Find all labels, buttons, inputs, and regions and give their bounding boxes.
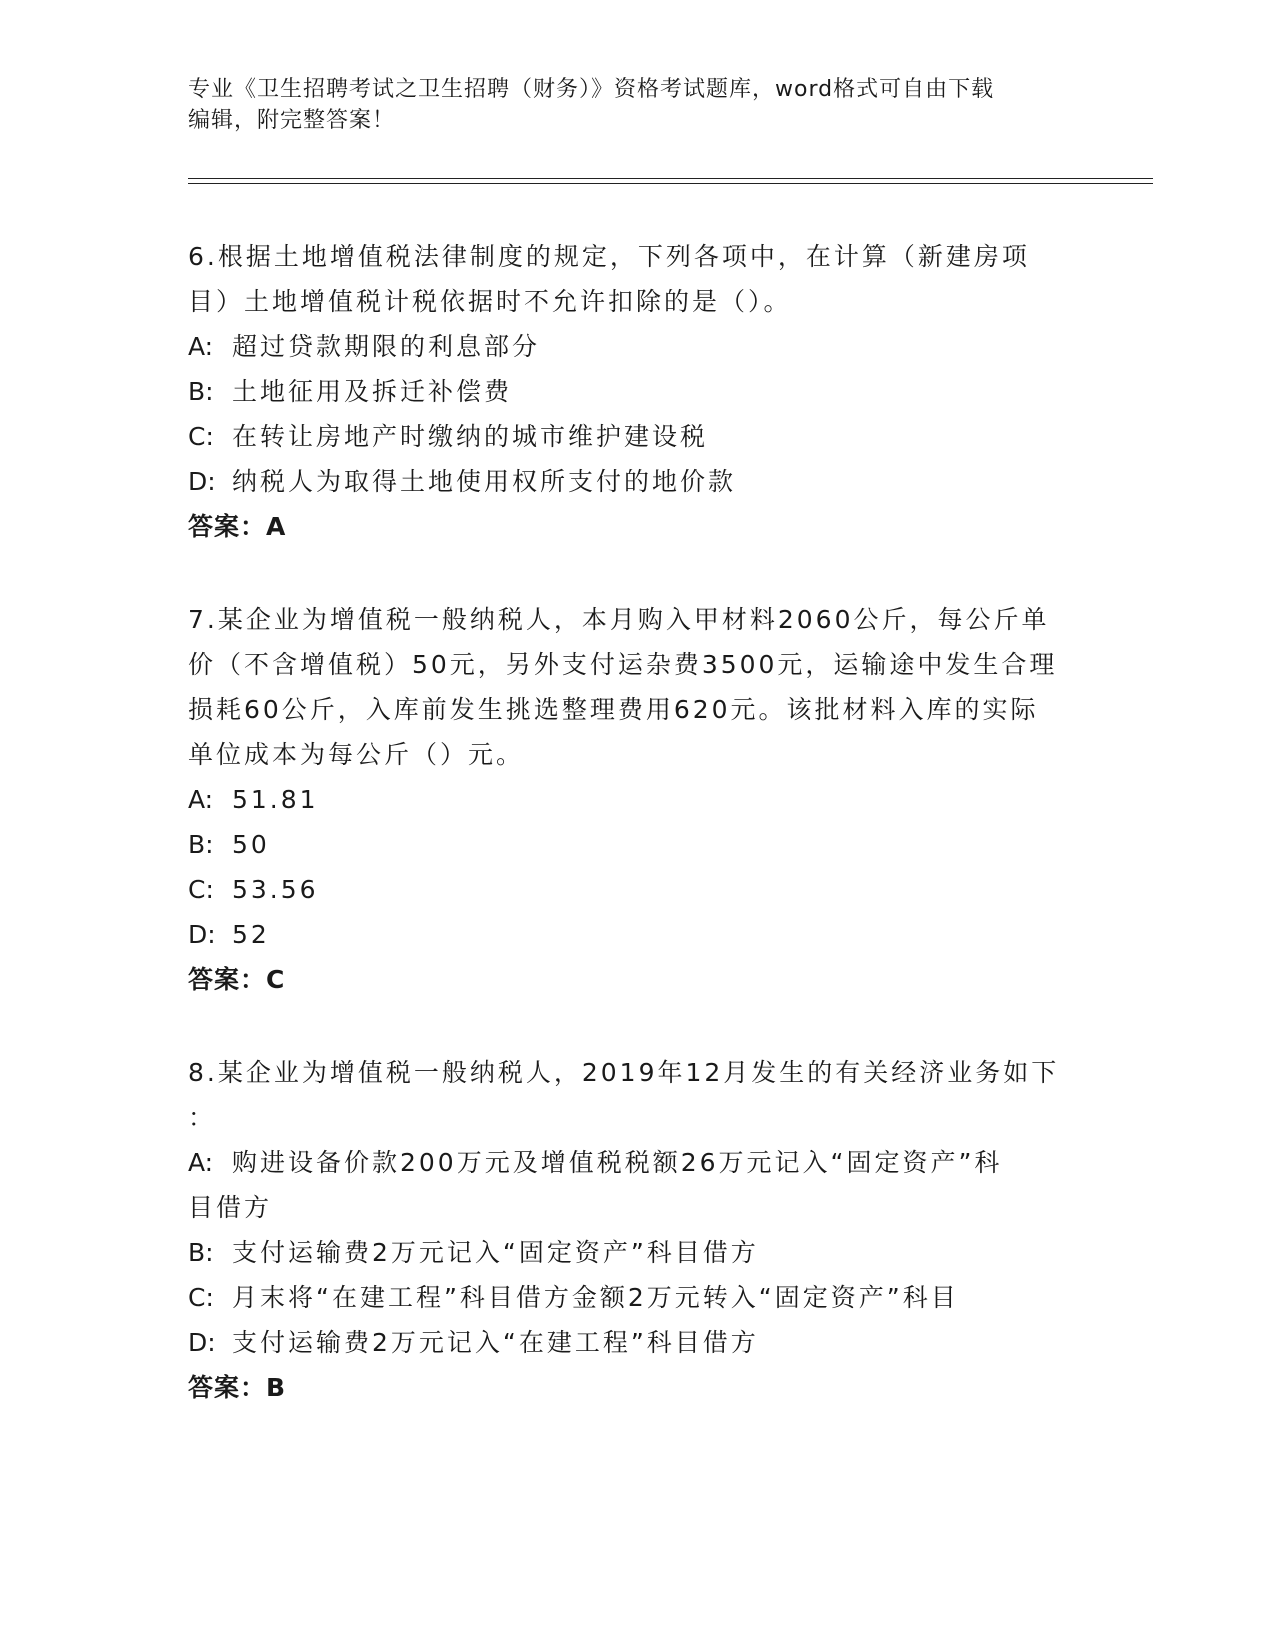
answer-line: 答案：C bbox=[188, 965, 286, 994]
option-a-continued bbox=[188, 1185, 1088, 1230]
option-text: 在转让房地产时缴纳的城市维护建设税 bbox=[232, 422, 709, 451]
option-c bbox=[188, 1275, 1088, 1320]
option-b bbox=[188, 822, 1088, 867]
option-text: 支付运输费2万元记入“固定资产”科目借方 bbox=[232, 1238, 759, 1267]
question-stem-line: 损耗60公斤，入库前发生挑选整理费用620元。该批材料入库的实际 bbox=[188, 695, 1039, 724]
option-text: 52 bbox=[232, 920, 270, 949]
document-header bbox=[188, 74, 1088, 136]
option-a bbox=[188, 324, 1088, 369]
option-text: 50 bbox=[232, 830, 270, 859]
option-b bbox=[188, 1230, 1088, 1275]
question-7 bbox=[188, 597, 1088, 1003]
header-divider bbox=[188, 178, 1153, 184]
option-label: C: bbox=[188, 875, 214, 904]
answer-line: 答案：A bbox=[188, 512, 287, 541]
question-stem-line: 单位成本为每公斤（）元。 bbox=[188, 740, 525, 769]
option-a bbox=[188, 1140, 1088, 1185]
question-6 bbox=[188, 234, 1088, 550]
question-stem-line: 8.某企业为增值税一般纳税人，2019年12月发生的有关经济业务如下 bbox=[188, 1058, 1060, 1087]
option-text: 支付运输费2万元记入“在建工程”科目借方 bbox=[232, 1328, 759, 1357]
option-label: D: bbox=[188, 920, 216, 949]
option-c bbox=[188, 867, 1088, 912]
option-text: 53.56 bbox=[232, 875, 319, 904]
option-text: 超过贷款期限的利息部分 bbox=[232, 332, 541, 361]
question-stem-line: 价（不含增值税）50元，另外支付运杂费3500元，运输途中发生合理 bbox=[188, 650, 1058, 679]
option-label: D: bbox=[188, 1328, 216, 1357]
answer-line: 答案：B bbox=[188, 1373, 287, 1402]
option-label: B: bbox=[188, 377, 214, 406]
option-label: C: bbox=[188, 1283, 214, 1312]
option-text: 购进设备价款200万元及增值税税额26万元记入“固定资产”科 bbox=[232, 1148, 1003, 1177]
question-stem-line: 7.某企业为增值税一般纳税人，本月购入甲材料2060公斤，每公斤单 bbox=[188, 605, 1050, 634]
option-d bbox=[188, 912, 1088, 957]
question-8 bbox=[188, 1050, 1088, 1411]
option-text: 纳税人为取得土地使用权所支付的地价款 bbox=[232, 467, 737, 496]
option-d bbox=[188, 1320, 1088, 1365]
option-label: A: bbox=[188, 332, 214, 361]
option-b bbox=[188, 369, 1088, 414]
header-line-2: 编辑，附完整答案！ bbox=[188, 108, 396, 133]
option-text: 51.81 bbox=[232, 785, 319, 814]
option-label: D: bbox=[188, 467, 216, 496]
question-stem-line: 目）土地增值税计税依据时不允许扣除的是（）。 bbox=[188, 287, 792, 316]
question-list bbox=[188, 234, 1088, 1458]
option-a bbox=[188, 777, 1088, 822]
question-stem-line: 6.根据土地增值税法律制度的规定，下列各项中，在计算（新建房项 bbox=[188, 242, 1030, 271]
option-label: A: bbox=[188, 1148, 214, 1177]
option-d bbox=[188, 459, 1088, 504]
option-c bbox=[188, 414, 1088, 459]
header-line-1: 专业《卫生招聘考试之卫生招聘（财务）》资格考试题库，word格式可自由下载 bbox=[188, 77, 995, 102]
option-text: 土地征用及拆迁补偿费 bbox=[232, 377, 513, 406]
option-text: 月末将“在建工程”科目借方金额2万元转入“固定资产”科目 bbox=[232, 1283, 959, 1312]
option-label: A: bbox=[188, 785, 214, 814]
question-stem-line: ： bbox=[188, 1103, 217, 1132]
option-label: B: bbox=[188, 1238, 214, 1267]
option-label: B: bbox=[188, 830, 214, 859]
option-text: 目借方 bbox=[188, 1193, 273, 1222]
option-label: C: bbox=[188, 422, 214, 451]
